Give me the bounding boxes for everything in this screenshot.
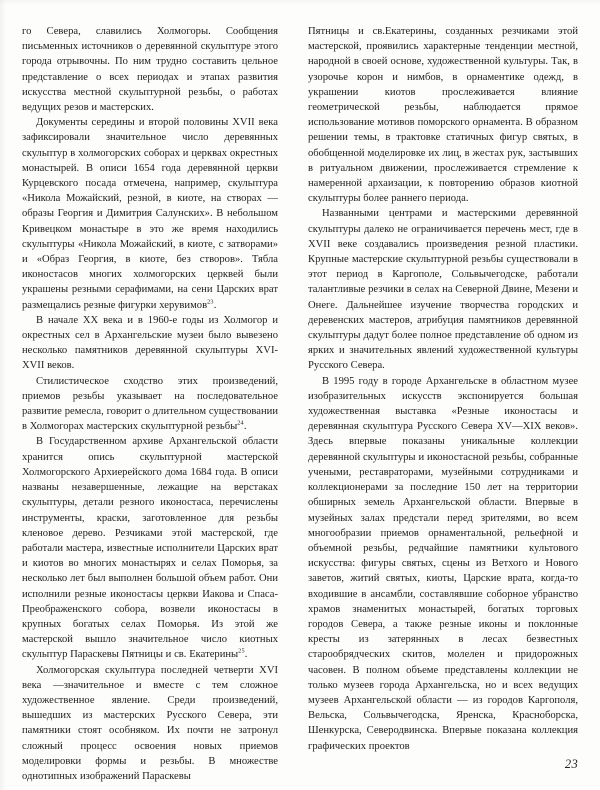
paragraph-text-tail: . [243, 421, 247, 433]
scan-shadow-top [0, 0, 600, 5]
paragraph-text: В 1995 году в городе Архангельске в областном музее изобразительных искусств экспонируется большая художественная выставка «Резные иконостасы и деревянная скульптура Русского Севера XV—XIX веков». Здесь впервые показаны уникальные коллекции деревянной скульптуры и иконостасной резьбы, собранные учеными, реставраторами, музейными сотрудниками и коллекционерами за последние 150 лет на территории обширных земель Архангельской области. Впервые в музейных залах предстали перед зрителями, во всем многообразии приемов орнаментальной, рельефной и объемной резьбы, редчайшие памятники культового искусства: фигуры святых, сцены из Ветхого и Нового заветов, житий святых, киоты, Царские врата, когда-то входившие в ансамбли, составлявшие соборное убранство храмов знаменитых монастырей, богатых торговых городов Севера, а также резные иконы и поклонные кресты из затерянных в лесах безвестных старообрядческих скитов, молелен и придорожных часовен. В полном объеме представлены коллекции не только музеев города Архангельска, но и всех ведущих музеев Архангельской области — из городов Каргополя, Вельска, Сольвычегодска, Яренска, Красноборска, Шенкурска, Северодвинска. Впервые показана коллекция графических проектов [308, 375, 578, 752]
paragraph [308, 206, 578, 373]
right-text-column [308, 24, 578, 754]
paragraph-text: В Государственном архиве Архангельской области хранится опись скульптурной мастерской Холмогорского Архиерейского дома 1684 года. В описи названы незавершенные, лежащие на верстаках скульптуры, детали резного иконостаса, перечислены инструменты, краски, заготовленное для резьбы кленовое дерево. Резчиками этой мастерской, где работали мастера, известные исполнители Царских врат и киотов во многих монастырях и селах Поморья, за несколько лет был выполнен большой объем работ. Они исполнили резные иконостасы церкви Иакова и Спаса-Преображенского собора, возвели иконостасы в крупных богатых селах Поморья. Из этой же мастерской вышло значительное число киотных скульптур Параскевы Пятницы и св. Екатерины [22, 436, 278, 661]
paragraph [22, 374, 278, 435]
paragraph-text-tail: . [244, 649, 248, 661]
page-number: 23 [564, 757, 578, 771]
paragraph [308, 24, 578, 206]
footnote-marker: 24 [237, 419, 244, 427]
paragraph [22, 663, 278, 785]
paragraph-text-tail: . [213, 299, 217, 311]
paragraph [308, 374, 578, 754]
scan-shadow-left [0, 0, 6, 790]
footnote-marker: 23 [207, 298, 214, 306]
paragraph-text: Названными центрами и мастерскими деревянной скульптуры далеко не ограничивается перечень мест, где в XVII веке создавались произведения резной пластики. Крупные мастерские скульптурной резьбы существовали в этот период в Каргополе, Сольвычегодске, работали талантливые резчики в селах на Северной Двине, Мезени и Онеге. Дальнейшее изучение творчества городских и деревенских мастеров, атрибуция памятников деревянной скульптуры дадут более полное представление об одном из ярких и значительных явлений художественной культуры Русского Севера. [308, 208, 578, 372]
paragraph [22, 115, 278, 313]
paragraph-text: Стилистическое сходство этих произведений, приемов резьбы указывает на последовательное развитие ремесла, говорит о длительном существовании в Холмогорах мастерских скульптурной резьбы [22, 375, 278, 433]
paragraph-text: Документы середины и второй половины XVII века зафиксировали значительное число деревянных скульптур в холмогорских соборах и церквах окрестных монастырей. В описи 1654 года деревянной церкви Курцевского посада отмечена, например, скульптура «Никола Можайский, резной, в киоте, на створах — образы Георгия и Димитрия Салунских». В небольшом Кривецком монастыре в это же время находились скульптуры «Никола Можайский, в киоте, с затворами» и «Образ Георгия, в киоте, без створов». Тябла иконостасов многих холмогорских церквей были украшены резными серафимами, на сени Царских врат размещались резные фигурки херувимов [22, 117, 278, 311]
paragraph [22, 313, 278, 374]
paragraph-text: го Севера, славились Холмогоры. Сообщения письменных источников о деревянной скульптуре этого города отрывочны. По ним трудно составить цельное представление о всех периодах и этапах развития искусства местной скульптурной резьбы, о работах ведущих резов и мастерских. [22, 26, 278, 114]
paragraph [22, 24, 278, 115]
paragraph-text: В начале XX века и в 1960-е годы из Холмогор и окрестных сел в Архангельские музеи было вывезено несколько памятников деревянной скульптуры XVI-XVII веков. [22, 314, 278, 372]
paragraph-text: Холмогорская скульптура последней четверти XVI века —значительное и вместе с тем сложное художественное явление. Среди произведений, вышедших из мастерских Русского Севера, эти памятники стоят особняком. Их почти не затронул сложный процесс освоения новых приемов моделировки формы и резьбы. В множестве однотипных изображений Параскевы [22, 664, 278, 782]
left-text-column [22, 24, 278, 784]
paragraph [22, 434, 278, 662]
footnote-marker: 25 [238, 647, 245, 655]
paragraph-text: Пятницы и св.Екатерины, созданных резчиками этой мастерской, проявились характерные тенденции местной, народной в своей основе, художественной культуры. Так, в узорочье корон и нимбов, в орнаментике одежд, в украшении киотов прослеживается влияние геометрической резьбы, наблюдается прямое использование мотивов поморского орнамента. В образном решении темы, в трактовке статичных фигур святых, в обобщенной моделировке их лиц, в жестах рук, застывших в ритуальном движении, прослеживается стремление к намеренной архаизации, к повторению образов киотной скульптуры более раннего периода. [308, 26, 578, 205]
